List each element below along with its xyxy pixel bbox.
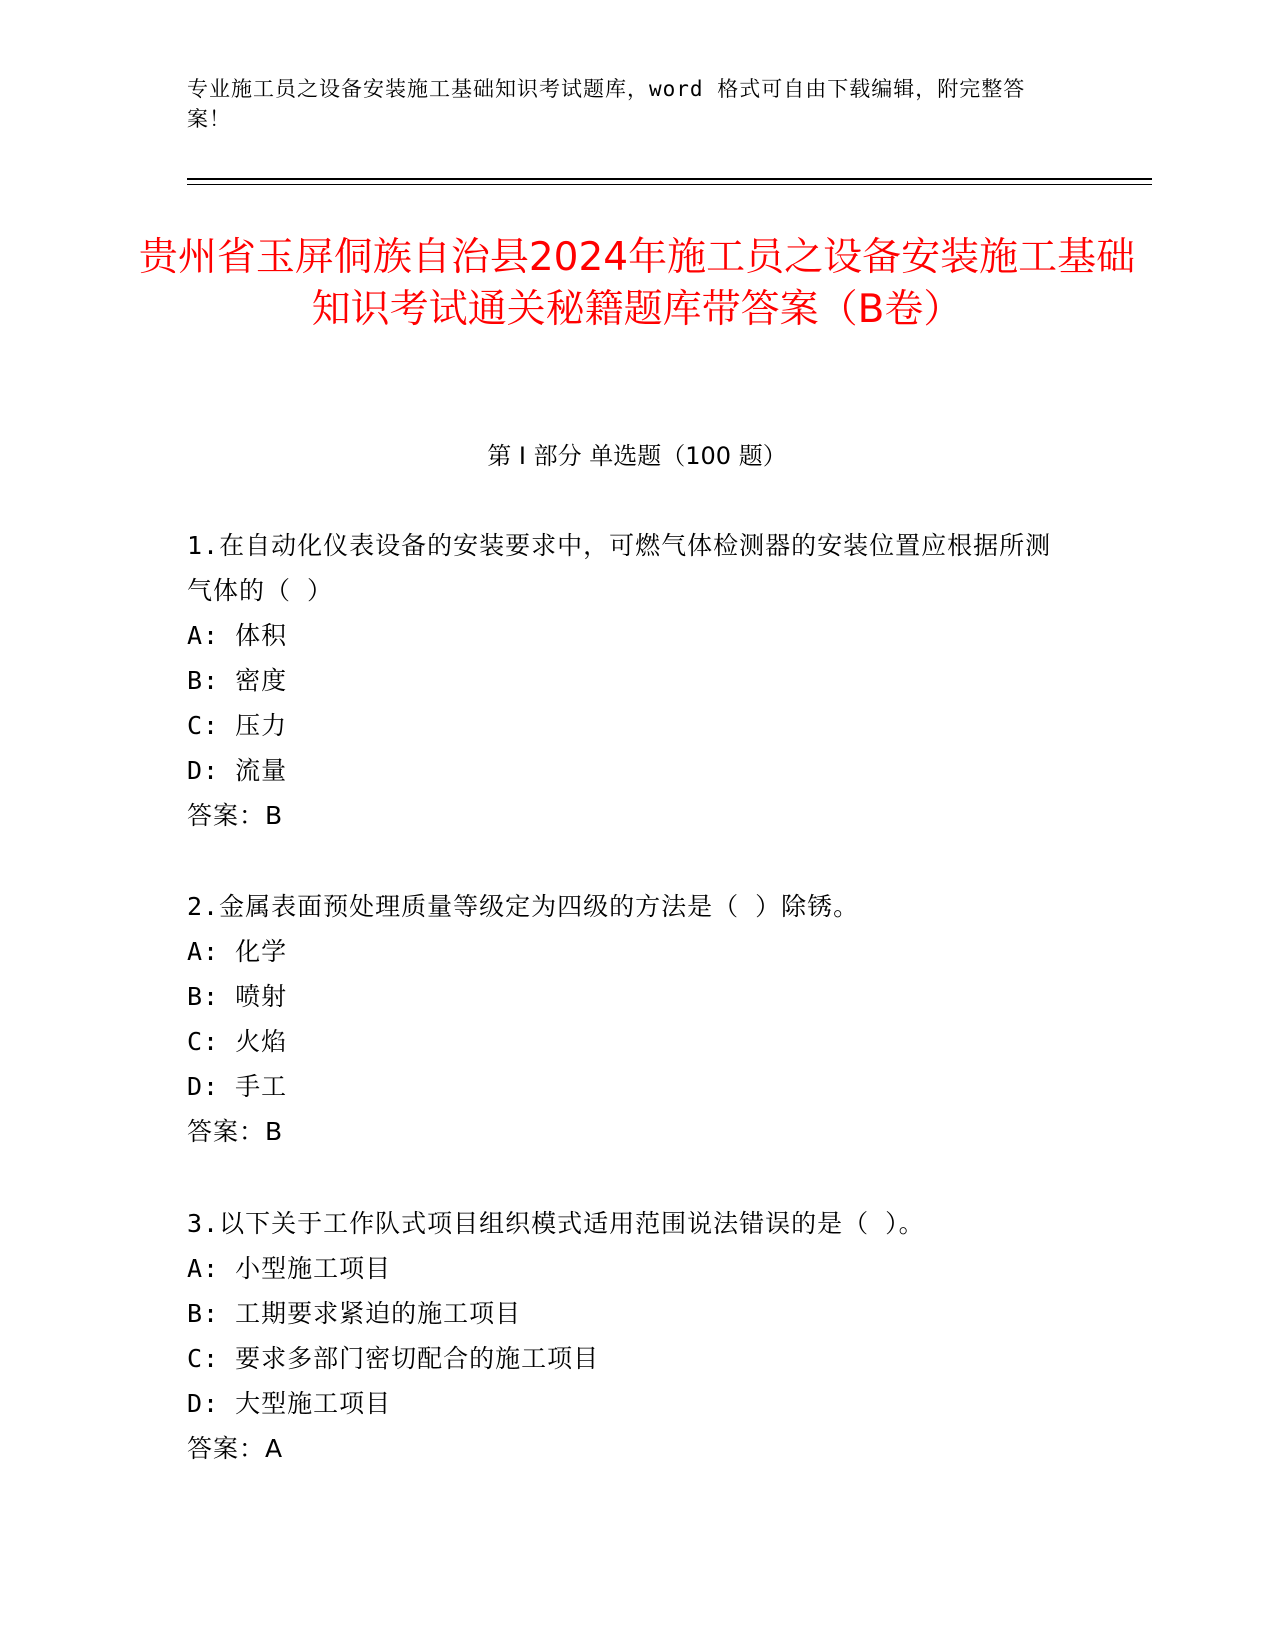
question-block (187, 523, 1067, 838)
option-d: D: 大型施工项目 (187, 1389, 392, 1418)
option-b: B: 工期要求紧迫的施工项目 (187, 1299, 522, 1328)
answer-line: 答案：A (187, 1434, 284, 1463)
option-c: C: 火焰 (187, 1027, 288, 1056)
answer-line: 答案：B (187, 1117, 284, 1146)
option-d: D: 手工 (187, 1072, 288, 1101)
question-block (187, 884, 1067, 1154)
question-stem: 1.在自动化仪表设备的安装要求中，可燃气体检测器的安装位置应根据所测气体的（ ） (187, 531, 1052, 605)
option-a: A: 小型施工项目 (187, 1254, 392, 1283)
option-d: D: 流量 (187, 756, 288, 785)
document-title: 贵州省玉屏侗族自治县2024年施工员之设备安装施工基础知识考试通关秘籍题库带答案（B卷） (138, 235, 1136, 332)
question-block (187, 1201, 1067, 1471)
option-c: C: 压力 (187, 711, 288, 740)
option-c: C: 要求多部门密切配合的施工项目 (187, 1344, 600, 1373)
header-divider-thick (187, 178, 1152, 180)
option-b: B: 喷射 (187, 982, 288, 1011)
question-stem: 3.以下关于工作队式项目组织模式适用范围说法错误的是（ ）。 (187, 1209, 925, 1238)
header-note: 专业施工员之设备安装施工基础知识考试题库，word 格式可自由下载编辑，附完整答案！ (187, 77, 1026, 131)
option-b: B: 密度 (187, 666, 288, 695)
option-a: A: 化学 (187, 937, 288, 966)
section-heading: 第 I 部分 单选题（100 题） (487, 442, 787, 470)
option-a: A: 体积 (187, 621, 288, 650)
header-divider-thin (187, 184, 1152, 185)
answer-line: 答案：B (187, 801, 284, 830)
question-stem: 2.金属表面预处理质量等级定为四级的方法是（ ）除锈。 (187, 892, 860, 921)
